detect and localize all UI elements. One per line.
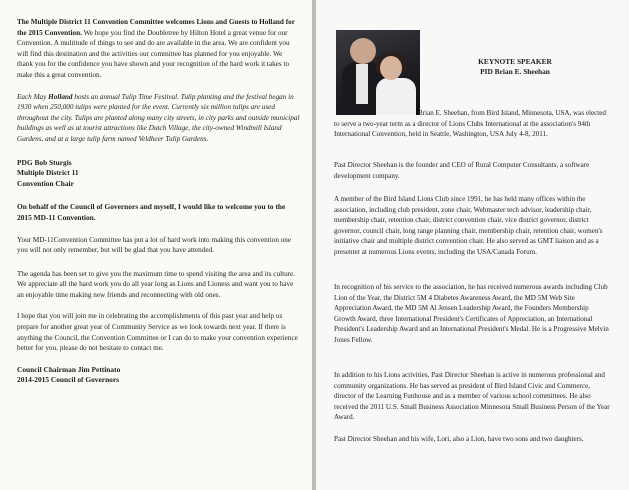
welcome-paragraph — [17, 17, 300, 81]
signature-line: Convention Chair — [17, 178, 74, 188]
tulip-paragraph — [17, 92, 300, 145]
member-paragraph-block — [334, 194, 612, 258]
founder-paragraph: Past Director Sheehan is the founder and CEO of Rural Computer Consultants, a software development company. — [334, 161, 590, 180]
founder-paragraph-block — [334, 160, 612, 181]
awards-paragraph: In recognition of his service to the association, he has received numerous awards including Club Lion of the Year, the District 5M 4 Diabetes Awareness Award, the MD 5M Web Site Appreciation Award, the MD 5M Al Jensen Leadership Award, the Founders Membership Growth Award, three International President's Certificates of Appreciation, an International President's Leadership Award and an International President's Medal. He is a Progressive Melvin Jones Fellow. — [334, 283, 609, 344]
speaker-photo — [336, 30, 420, 115]
signature-pettinato — [17, 365, 300, 386]
awards-paragraph-block — [334, 282, 612, 346]
council-heading: On behalf of the Council of Governors and myself, I would like to welcome you to the 2015 MD-11 Convention. — [17, 202, 286, 222]
elected-paragraph-block — [334, 108, 612, 140]
hope-paragraph: I hope that you will join me in celebrating the accomplishments of this past year and help us prepare for another great year of Community Service as we look towards next year. If there is anything the Council, the Convention Committee or I can do to make your convention experience better for you, please do not hesitate to contact me. — [17, 312, 298, 353]
signature-line: Multiple District 11 — [17, 168, 79, 178]
member-paragraph: A member of the Bird Island Lions Club since 1991, he has held many offices within the association, including club president, zone chair, Webmaster tech advisor, leadership chair, membership chair, retention chair, district convention chair, vice district governor, district governor, council chair, long range planning chair, membership chair, retention chair, women's initiative chair and multiple district convention chair. He also served as GMT liaison and as a presenter at numerous Lions events, including the USA/Canada Forum. — [334, 195, 603, 256]
signature-line: 2014-2015 Council of Governors — [17, 375, 120, 385]
signature-line: Council Chairman Jim Pettinato — [17, 364, 121, 374]
tulip-lead: Each May — [17, 92, 49, 101]
agenda-paragraph: The agenda has been set to give you the maximum time to spend visiting the area and its culture. We appreciate all the hard work you do all year long as Lions and Lioness and want you to have an enjoyable time making new friends and reconnecting with old ones. — [17, 269, 296, 299]
tulip-body: hosts an annual Tulip Time Festival. Tulip planting and the festival began in 1930 when 250,000 tulips were planted for the event. Currently six million tulips are used throughout the city. Tulips are planted along many city streets, in city parks and outside municipal buildings as well as at tourist attractions like Dutch Village, the city-owned Windmill Island Gardens, and at a large tulip farm named Veldheer Tulip Gardens. — [17, 92, 300, 143]
signature-sturgis — [17, 158, 300, 190]
professional-paragraph: In addition to his Lions activities, Past Director Sheehan is active in numerous professional and community organizations. He has served as president of Bird Island Civic and Commerce, director of the Learning Funhouse and as a member of various school committees. He also received the 2011 U.S. Small Business Association Minnesota Small Business Person of the Year Award. — [334, 371, 610, 422]
tulip-holland: Holland — [48, 92, 73, 101]
elected-paragraph: Brian E. Sheehan, from Bird Island, Minnesota, USA, was elected to serve a two-year term as a director of Lions Clubs International at the association's 94th International Convention, held in Seattle, Washington, USA July 4-8, 2011. — [334, 109, 606, 139]
family-paragraph: Past Director Sheehan and his wife, Lori, also a Lion, have two sons and two daughters. — [334, 435, 584, 443]
welcome-heading: The Multiple District 11 Convention Committee welcomes Lions and Guests to Holland for the 2015 Convention. — [17, 18, 295, 37]
family-paragraph-block — [334, 434, 612, 445]
committee-paragraph: Your MD-11Convention Committee has put a lot of hard work into making this convention one you will not only remember, but will be glad that you have attended. — [17, 235, 292, 255]
keynote-heading — [430, 57, 600, 77]
left-page — [0, 0, 312, 490]
keynote-title: KEYNOTE SPEAKER — [478, 57, 552, 66]
keynote-name: PID Brian E. Sheehan — [480, 67, 550, 76]
professional-paragraph-block — [334, 370, 612, 423]
welcome-body: We hope you find the Doubletree by Hilton Hotel a great venue for our Convention. A multitude of things to see and do are available in the area. We are confident you will find this destination and the activities our committee has planned for you enjoyable. We thank you for the confidence you have shown and your recognition of the hard work it takes to make this a great convention. — [17, 28, 290, 79]
signature-line: PDG Bob Sturgis — [17, 157, 72, 167]
